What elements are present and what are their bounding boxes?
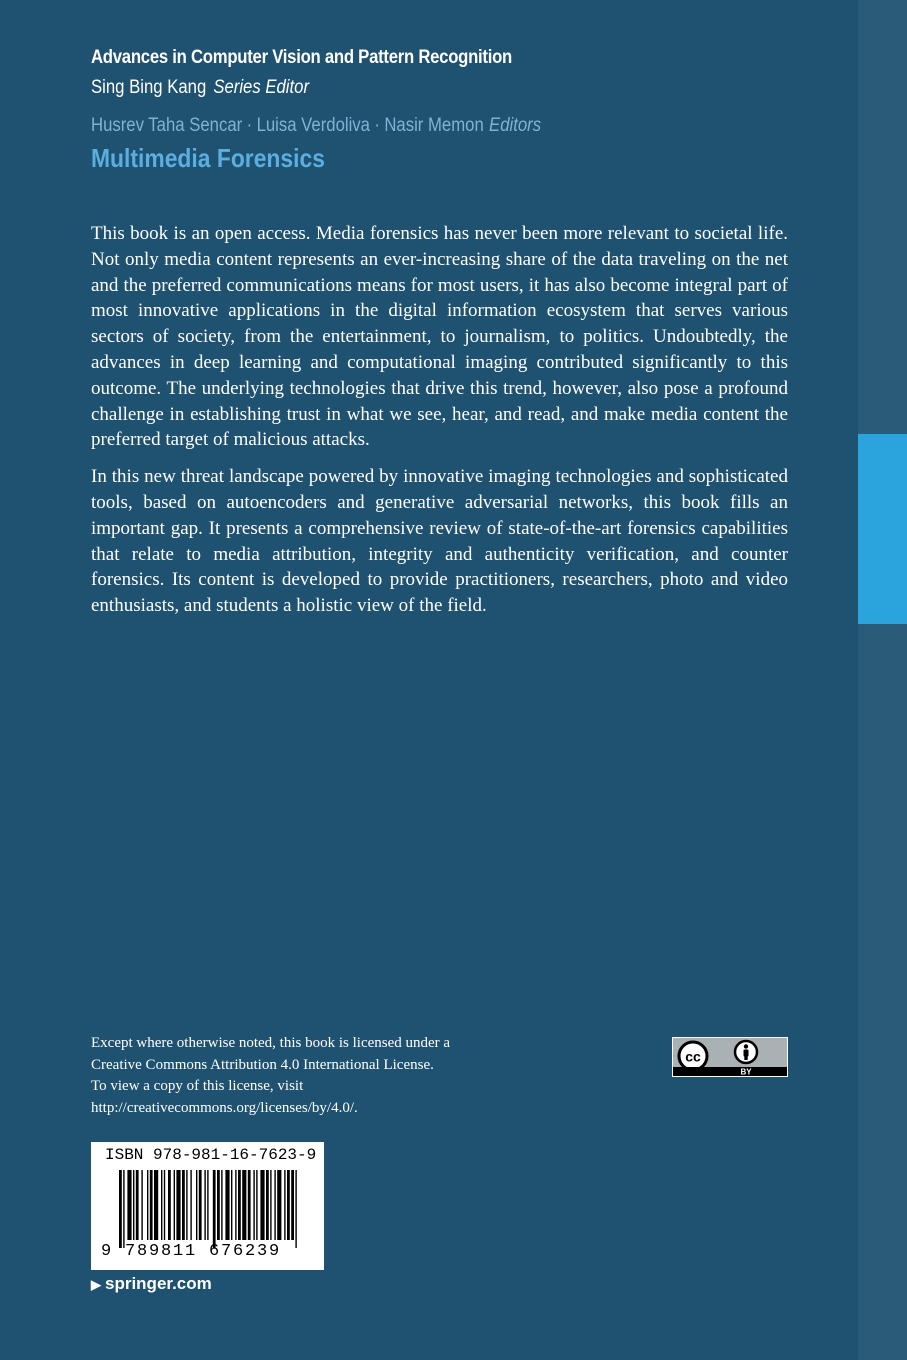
license-notice [91,1033,611,1119]
barcode-bar [127,1170,131,1240]
barcode-bar [266,1170,269,1240]
barcode-bar [176,1170,180,1240]
license-line: To view a copy of this license, visit [91,1078,304,1094]
publisher-link[interactable] [91,1274,212,1294]
barcode-bar [231,1170,232,1240]
editor-separator: · [374,115,380,136]
book-title: Multimedia Forensics [91,143,325,173]
barcode-bar [253,1170,254,1240]
barcode-bar [147,1170,148,1240]
barcode-bar [235,1170,236,1240]
barcode-bar [182,1170,185,1240]
book-description [91,221,788,630]
isbn-number: ISBN 978-981-16-7623-9 [105,1146,317,1164]
barcode-bar [291,1170,294,1240]
publisher-url: springer.com [105,1274,212,1293]
barcode-bar [123,1170,124,1248]
editor-separator: · [246,115,253,136]
editor-name: Nasir Memon [384,115,484,136]
barcode-bar [207,1170,208,1240]
barcode-bar [238,1170,241,1240]
barcode-bar [248,1170,251,1240]
isbn-barcode [91,1142,324,1270]
barcode-bar [196,1170,197,1240]
barcode-bar [277,1170,281,1240]
barcode-bar [150,1170,153,1240]
barcode-bar [136,1170,139,1240]
barcode-bar [164,1170,165,1240]
barcode-bar [270,1170,271,1240]
ean-digits: 9 789811 676239 [101,1242,282,1261]
cc-by-badge [672,1037,788,1077]
barcode-bar [284,1170,285,1240]
license-url: http://creativecommons.org/licenses/by/4.0/. [91,1099,358,1116]
spine-accent-bar [858,434,907,624]
license-line: Creative Commons Attribution 4.0 International License. [91,1056,434,1073]
barcode-bar [133,1170,134,1240]
barcode-bar [141,1170,142,1240]
badge-label: BY [740,1067,752,1076]
barcode-bar [217,1170,220,1240]
series-title: Advances in Computer Vision and Pattern Recognition [91,47,513,68]
spine-strip [858,0,907,1360]
barcode-bar [186,1170,187,1240]
barcode-bar [168,1170,171,1240]
barcode-bar [242,1170,246,1240]
license-line: Except where otherwise noted, this book is licensed under a [91,1035,451,1051]
barcode-bar [287,1170,290,1240]
barcode-bar [213,1170,216,1248]
barcode-bar [204,1170,205,1240]
book-editors [91,115,707,137]
series-editor [91,77,707,99]
barcode-bar [190,1170,191,1240]
editor-name: Luisa Verdoliva [256,115,370,136]
barcode-bar [154,1170,158,1240]
description-paragraph: This book is an open access. Media forensics has never been more relevant to societal life. Not only media content represents an ever-increasing share of the data traveling on the net and the preferred communications means for most users, it has also become integral part of most innovative applications in the digital information ecosystem that serves various sectors of society, from the entertainment, to journalism, to politics. Undoubtedly, the advances in deep learning and computational imaging contributed significantly to this outcome. The underlying technologies that drive this trend, however, also pose a profound challenge in establishing trust in what we see, hear, and read, and make media content the preferred target of malicious attacks. [91,223,788,451]
series-editor-name: Sing Bing Kang [91,77,207,98]
attribution-person-icon [735,1041,757,1063]
barcode-bar [256,1170,257,1240]
barcode-bar [221,1170,222,1240]
svg-text:cc: cc [685,1048,701,1065]
barcode-bar [274,1170,275,1240]
barcode-bar [199,1170,202,1240]
barcode-bar [260,1170,264,1240]
barcode-bar [225,1170,229,1240]
barcode-bar [295,1170,296,1248]
description-paragraph: In this new threat landscape powered by innovative imaging technologies and sophisticated tools, based on autoencoders and generative adversarial networks, this book fills an important gap. It presents a comprehensive review of state-of-the-art forensics capabilities that relate to media attribution, integrity and authenticity verification, and counter forensics. Its content is developed to provide practitioners, researchers, photo and video enthusiasts, and students a holistic view of the field. [91,466,788,617]
barcode-bar [161,1170,162,1240]
arrow-right-icon: ▶ [91,1277,101,1292]
editors-role: Editors [489,115,542,136]
editor-name: Husrev Taha Sencar [91,115,243,136]
barcode-bar [119,1170,122,1248]
series-editor-role: Series Editor [213,77,310,98]
cc-icon [679,1042,707,1070]
barcode-bar [174,1170,175,1240]
